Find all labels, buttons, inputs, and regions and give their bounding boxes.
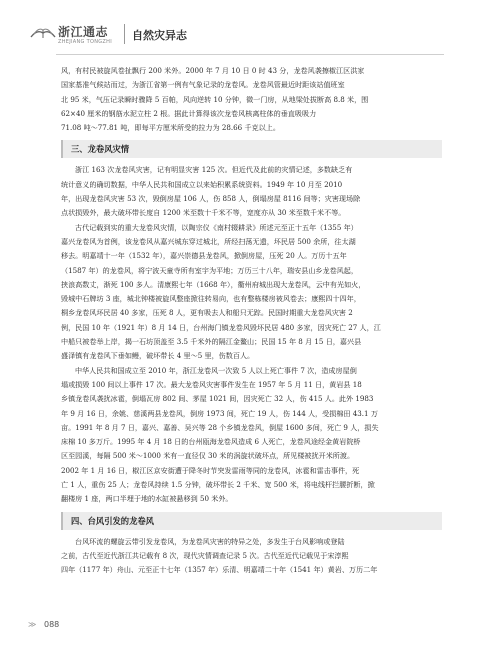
text-line: 年，出现龙卷风灾害 53 次，毁倒房屋 106 人，伤 858 人，倒塌房屋 8116 间等；灾害现场除 (61, 194, 361, 204)
text-line: 塌或损毁 100 间以上事件 17 次。最大龙卷风灾害事件发生在 1957 年 5 月 11 日，黄岩县 18 (61, 379, 362, 389)
brand-name-en: ZHEJIANG TONGZHI (58, 39, 112, 45)
text-line: 中华人民共和国成立至 2010 年，浙江龙卷风一次致 5 人以上死亡事件 7 次，造成房屋倒 (75, 365, 357, 375)
text-line: 例，民国 10 年（1921 年）8 月 14 日，台州海门镇龙卷风毁坏民居 480 多家，因灾死亡 27 人，江 (61, 322, 381, 332)
section-title: 三、龙卷风灾情 (71, 144, 130, 155)
text-line: 嘉兴龙卷风为首例，该龙卷风从嘉兴城东穿过城北，所经扫荡无遗，坏民居 500 余所，往太湖 (61, 236, 356, 246)
text-line: 之前，古代至近代浙江共记载有 8 次，现代灾情调查记录 5 次。古代至近代记载见于宋淳熙 (61, 550, 349, 560)
text-line: 乡镇龙卷风袭扰冰雹，倒塌瓦房 802 间、茅屋 1021 间，因灾死亡 32 人，伤 415 人。此外 1983 (61, 394, 374, 404)
text-line: 亩。1991 年 8 月 7 日，嘉兴、嘉善、吴兴等 28 个乡镇龙卷风，倒屋 1600 多间，死亡 9 人，损失 (61, 422, 379, 432)
page-header (0, 0, 480, 56)
text-line: 统计意义的确切数据，中华人民共和国成立以来始积累系统资料。1949 年 10 月至 2010 (61, 179, 343, 189)
text-line: 国家基准气候站而过，为浙江省第一例有气象记录的龙卷风。龙卷风管最近时距该站值班室 (61, 80, 345, 90)
page-marker-icon: ≫ (28, 620, 37, 629)
text-line: 古代记载到实的重大龙卷风灾情，以陶宗仪《南村辍耕录》所述元至正十五年（1355 年） (75, 222, 358, 232)
text-line: 桐乡龙卷风坏民居 40 多家，压死 8 人，更有吸去人和船只无踪。民国时期重大龙卷风灾害 2 (61, 308, 353, 318)
brand-name: 浙江通志 (58, 25, 109, 39)
text-line: 区至园溪，每隔 500 米～1000 米有一直径仅 30 米的涡旋状破坏点，所见楼被扰开米所渡。 (61, 451, 355, 461)
text-line: 床棉 10 多万斤。1995 年 4 月 18 日的台州瓯海龙卷风造成 6 人死亡，龙卷风途经金黄岩院桥 (61, 437, 361, 447)
text-line: 四年（1177 年）舟山、元至正十七年（1357 年）乐清、明嘉靖二十年（1541 年）黄岩、万历二年 (61, 565, 378, 575)
section3-paragraph-3 (61, 364, 442, 507)
text-line: 风，有村民被旋风卷扯飘行 200 米外。2000 年 7 月 10 日 0 时 43 分，龙卷风袭擦椒江区洪家 (61, 66, 365, 75)
page-number: 088 (44, 620, 60, 629)
page-content (61, 64, 442, 578)
text-line: 北 95 米，气压记录瞬时骤降 5 百帕，风向逆转 10 分钟，微一门房，从地梁处拔断高 8.8 米，围 (61, 94, 369, 104)
text-line: 浙江 163 次龙卷风灾害，记有明显灾害 125 次。但近代及此前的灾情记述，多数缺乏有 (75, 165, 353, 175)
section-heading-4 (61, 512, 442, 530)
text-line: 71.08 吨～77.81 吨，即每平方厘米所受的拉力为 28.66 千克以上。 (61, 123, 280, 133)
section-heading-3 (61, 140, 442, 158)
section-title: 四、台风引发的龙卷风 (71, 515, 154, 526)
text-line: 翻楼房 1 座，两口半埋于地的水缸被悬移到 50 米外。 (61, 494, 233, 504)
text-line: 盛泽镇有龙卷风下垂如鳗，破坏带长 4 里～5 里，伤数百人。 (61, 351, 255, 361)
text-line: 点状损毁外，最大破坏带长度自 1200 米至数十千米不等，宽度亦从 30 米至数千米不等。 (61, 208, 346, 218)
book-logo-icon (30, 24, 56, 40)
section3-paragraph-2 (61, 221, 442, 364)
intro-paragraph (61, 64, 442, 135)
text-line: 挟浪高数丈，渐死 100 多人。清康熙七年（1668 年），衢州府城出现大龙卷风，云中有光如火， (61, 279, 366, 289)
text-line: 62×40 厘米的钢筋水泥立柱 2 根。据此计算得该次龙卷风核离柱体的垂直吸吸力 (61, 108, 317, 118)
text-line: 亡 1 人，重伤 25 人；龙卷风持续 1.5 分钟，破坏带长 2 千米、宽 500 米，将电线杆拦腰折断，掀 (61, 480, 375, 490)
section3-paragraph-1 (61, 163, 442, 220)
text-line: 年 9 月 16 日，余姚、慈溪两县龙卷风，倒房 1973 间，死亡 19 人，伤 144 人，受损棉田 43.1 万 (61, 408, 378, 418)
book-title: 自然灾异志 (132, 29, 187, 42)
header-divider (124, 24, 125, 44)
text-line: （1587 年）的龙卷风，将宁波天童寺所有室宇为平地；万历三十八年，瑞安县山乡龙卷风起， (61, 265, 358, 275)
text-line: 移去。明嘉靖十一年（1532 年），嘉兴崇德县龙卷风，掀倒房屋，压死 20 人。万历十五年 (61, 251, 347, 261)
text-line: 2002 年 1 月 16 日，椒江区京安街遭于降冬时节突发雷雨等同的龙卷风，冰雹和雷击事件，死 (61, 465, 360, 475)
header-rule (56, 54, 444, 55)
text-line: 中船只被卷举上岸，揭一石坊顶盖至 3.5 千米外的隔江金鳌山；民国 15 年 8 月 15 日，嘉兴县 (61, 337, 362, 347)
text-line: 台风环流的螺旋云带引发龙卷风，为龙卷风灾害的特异之处，多发生于台风影响或登陆 (75, 536, 345, 546)
text-line: 毁城中石牌坊 3 座，城北钟楼被旋风整座掀往转易向，也有整栋楼房被风卷去；康熙四十四年， (61, 294, 361, 304)
section4-paragraph-1 (61, 535, 442, 578)
